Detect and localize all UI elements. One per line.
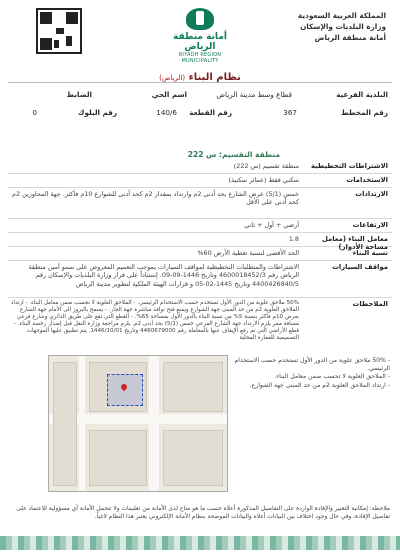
plan-value: 367	[283, 108, 297, 117]
plot-value: 140/6	[156, 108, 177, 117]
map-block	[89, 430, 147, 486]
rule-value: 1.8	[288, 235, 299, 243]
rule-row	[8, 233, 392, 252]
map-notes	[232, 357, 390, 390]
rule-row	[8, 298, 392, 350]
plot-info	[8, 87, 392, 139]
qr-code-icon	[36, 8, 82, 54]
rule-row	[8, 174, 392, 188]
controller-label: الضابط	[66, 90, 92, 99]
plot-label: رقم القطعة	[189, 108, 232, 117]
info-row-2	[8, 105, 392, 125]
rule-value: سكني فقط (عمائر سكنية)	[228, 176, 299, 184]
map-note: - 50% ملاحق علوية من الدور الأول تستخدم حسب الاستخدام الرئيسي.	[234, 357, 390, 373]
rule-row	[8, 261, 392, 298]
rule-row	[8, 247, 392, 261]
rule-value: 50% ملاحق علوية من الدور الأول تستخدم حسب الاستخدام الرئيسي. - الملاحق العلوية لا تحسب ضمن معامل البناء. - ارتداد الملاحق العلوية 2م من حد المبنى جهة الشوارع ويمنع فتح نوافذ مباشرة جهة الجار. - يسمح بالبروز الى الأمام جهة الشارع بعرض 10م فأكثر بنسبة 5% من نسبة البناء بالدور الأول بمساحة 65%. - القطع التي تقع على طريق الدائري وشارع فرعي مسافة ممر يلزم الارتداد جهة الشارع الفرعي خمس (5/1) بحد أدنى 2م. يلزم مراجعة وزارة النقل قبل إصدار رخصة البناء. - قطع الأراضي التي تم رفع الإيقاف عنها بالمعاملة رقم 4460679000 وتاريخ 1446/10/01. يتم تطبيق عليها الموجهات التصميمية للعمارة المحلية	[10, 300, 299, 341]
map-road	[79, 356, 85, 491]
map-note: - الملاحق العلوية لا تحسب ضمن معامل البناء.	[274, 373, 390, 381]
rule-row	[8, 160, 392, 174]
info-row-1	[8, 87, 392, 107]
ministry-line: أمانة منطقة الرياض	[314, 33, 386, 42]
map-note: - ارتداد الملاحق العلوية 2م من حد المبنى جهة الشوارع.	[249, 381, 390, 389]
municipality-logo	[160, 8, 240, 64]
rule-label: الاشتراطات التخطيطية	[310, 162, 388, 170]
palm-emblem-icon	[186, 8, 214, 30]
district-label: اسم الحي	[151, 90, 187, 99]
block-value: 0	[32, 108, 37, 117]
rule-label: مواقف السيارات	[332, 263, 388, 271]
rule-row	[8, 188, 392, 219]
rule-value: أرضي + أول + ثاني	[244, 221, 299, 229]
map-block	[163, 362, 223, 412]
rule-row	[8, 219, 392, 233]
title-divider	[8, 82, 392, 83]
rule-value: خمس (5/1) عرض الشارع بحد أدنى 2م وارتداد بمقدار 2م كحد أدنى للشوارع 10م فأكثر. جهة المجاورين 2م كحد أدنى على الأقل	[12, 190, 299, 207]
map-road	[149, 356, 159, 491]
rule-value: الاشتراطات والمتطلبات التخطيطية لمواقف السيارات بموجب التعميم المعروض على سمو أمين منطقة الرياض رقم 4600018452/3 وتاريخ 1446-09-09. إستناداً على قرار وزارة البلديات والإسكان رقم 4400426840/5 وتاريخ 1445-02-05 و قرارات الهيئة الملكية لتطوير مدينة الرياض	[28, 263, 299, 288]
plan-label: رقم المخطط	[341, 108, 388, 117]
rule-label: نسبة البناء	[352, 249, 388, 257]
block-label: رقم البلوك	[77, 108, 117, 117]
footer-pattern	[0, 536, 400, 550]
title-tag: (الرياض)	[159, 74, 186, 82]
ministry-header	[251, 10, 386, 43]
municipality-value: قطاع وسط مدينة الرياض	[216, 90, 292, 99]
rule-label: الارتفاعات	[352, 221, 388, 229]
rule-label: الارتدادات	[355, 190, 388, 198]
disclaimer-note: ملاحظة: إمكانية التعبير والإفادة الواردة على التفاصيل المذكورة أعلاه حسب ما هو متاح لدى الأمانة من تعليمات ولا تتحمل الأمانة أي مسؤولية للاعتماد على تفاصيل الإفادة، وفي حال وجود اختلاف بين البيانات أعلاه والبيانات الموضحة بنظام الأمانة الإلكتروني يعتبر هذا النظام لاغياً.	[16, 506, 390, 520]
rule-value: الحد الأقصى لنسبة تغطية الأرض 60%	[197, 249, 299, 257]
municipality-label: البلدية الفرعية	[336, 90, 388, 99]
ministry-line: المملكة العربية السعودية	[297, 11, 386, 20]
map-block	[163, 430, 223, 486]
zoning-section-title: منطقة التقسيم: س 222	[187, 150, 280, 159]
map-block	[53, 362, 77, 486]
title-text: نظام البناء	[188, 72, 241, 83]
rule-label: الملاحظات	[352, 300, 388, 308]
site-map	[48, 355, 228, 492]
logo-arabic: أمانة منطقة الرياض	[173, 32, 227, 52]
rule-value: منطقة تقسيم (س 222)	[233, 162, 299, 170]
rule-label: معامل البناء (معامل مساحة الأدوار)	[321, 235, 388, 252]
logo-english: RIYADH REGION MUNICIPALITY	[178, 52, 222, 64]
ministry-line: وزارة البلديات والإسكان	[300, 22, 386, 31]
rule-label: الاستخدامات	[346, 176, 388, 184]
